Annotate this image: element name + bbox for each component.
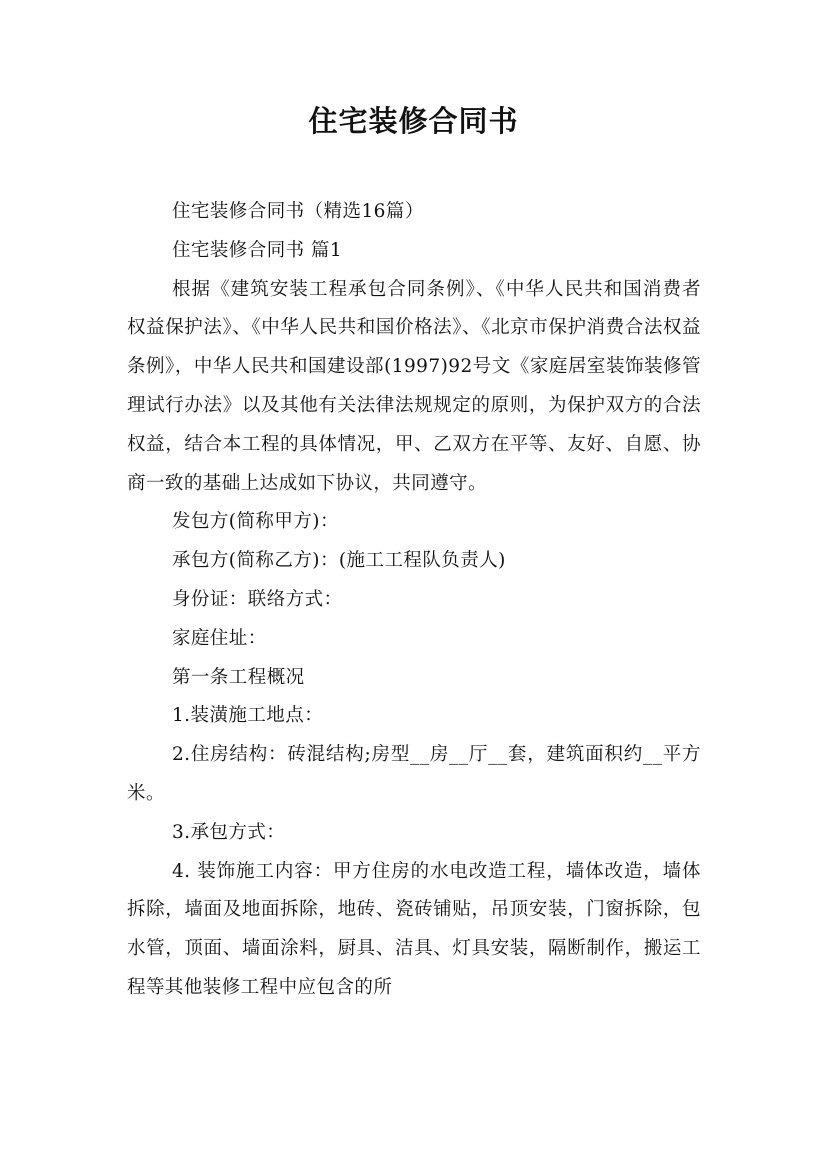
- paragraph-party-a: 发包方(简称甲方)：: [171, 511, 339, 533]
- paragraph-item-1: 1.装潢施工地点：: [171, 705, 324, 727]
- paragraph-item-3: 3.承包方式：: [171, 821, 286, 843]
- paragraph-party-b: 承包方(简称乙方)：(施工工程队负责人): [171, 550, 506, 572]
- document-title: 住宅装修合同书: [308, 104, 519, 138]
- paragraph-home-address: 家庭住址：: [171, 627, 267, 649]
- paragraph-item-4: 4. 装饰施工内容：甲方住房的水电改造工程，墙体改造，墙体拆除，墙面及地面拆除，地砖、瓷砖铺贴，吊顶安装，门窗拆除，包水管，顶面、墙面涂料，厨具、洁具、灯具安装，隔断制作，搬运工程等其他装修工程中应包含的所: [127, 860, 701, 998]
- paragraph-item-2: 2.住房结构：砖混结构;房型__房__厅__套，建筑面积约__平方米。: [127, 744, 701, 804]
- document-body: [127, 193, 701, 1008]
- paragraph-section-heading: 住宅装修合同书 篇1: [171, 239, 343, 261]
- paragraph-subtitle: 住宅装修合同书（精选16篇）: [171, 201, 424, 222]
- paragraph-preamble: 根据《建筑安装工程承包合同条例》、《中华人民共和国消费者权益保护法》、《中华人民共和国价格法》、《北京市保护消费合法权益条例》，中华人民共和国建设部(1997)92号文《家庭居室装饰装修管理试行办法》以及其他有关法律法规规定的原则，为保护双方的合法权益，结合本工程的具体情况，甲、乙双方在平等、友好、自愿、协商一致的基础上达成如下协议，共同遵守。: [127, 278, 701, 494]
- paragraph-article-one: 第一条工程概况: [171, 666, 305, 688]
- paragraph-id-contact: 身份证：联络方式：: [171, 588, 343, 610]
